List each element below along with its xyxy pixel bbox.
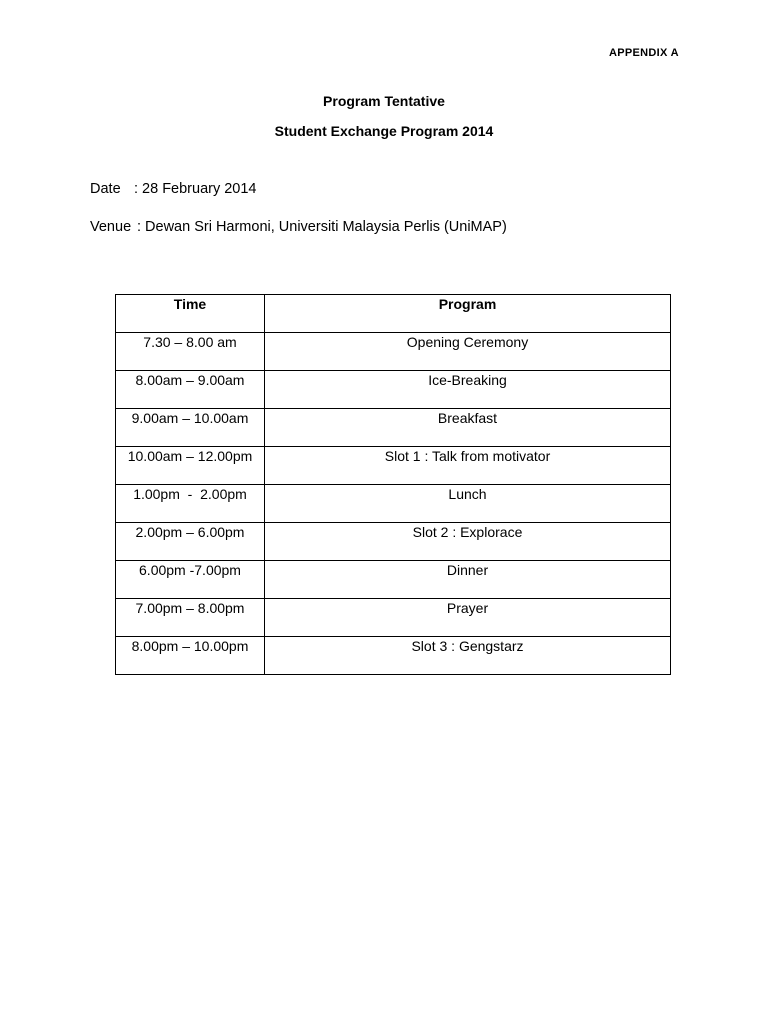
time-cell: 6.00pm -7.00pm: [116, 561, 265, 599]
program-cell: Slot 1 : Talk from motivator: [265, 447, 671, 485]
venue-line: [90, 219, 507, 235]
venue-value: Dewan Sri Harmoni, Universiti Malaysia Perlis (UniMAP): [145, 219, 507, 235]
time-cell: 8.00am – 9.00am: [116, 371, 265, 409]
program-cell: Prayer: [265, 599, 671, 637]
schedule-table: [115, 294, 671, 675]
table-row: [116, 447, 671, 485]
time-column-header: Time: [116, 295, 265, 333]
time-cell: 1.00pm - 2.00pm: [116, 485, 265, 523]
date-line: [90, 181, 257, 197]
table-row: [116, 333, 671, 371]
table-row: [116, 485, 671, 523]
table-row: [116, 371, 671, 409]
table-row: [116, 599, 671, 637]
venue-separator: :: [137, 219, 142, 235]
table-row: [116, 523, 671, 561]
time-cell: 10.00am – 12.00pm: [116, 447, 265, 485]
time-cell: 2.00pm – 6.00pm: [116, 523, 265, 561]
date-separator: :: [134, 181, 139, 197]
venue-label: Venue: [90, 219, 132, 235]
program-cell: Slot 2 : Explorace: [265, 523, 671, 561]
table-row: [116, 409, 671, 447]
document-subtitle: Student Exchange Program 2014: [274, 123, 494, 139]
time-cell: 8.00pm – 10.00pm: [116, 637, 265, 675]
time-cell: 7.30 – 8.00 am: [116, 333, 265, 371]
program-cell: Opening Ceremony: [265, 333, 671, 371]
program-cell: Breakfast: [265, 409, 671, 447]
table-row: [116, 561, 671, 599]
program-column-header: Program: [265, 295, 671, 333]
date-value: 28 February 2014: [142, 181, 257, 197]
time-cell: 7.00pm – 8.00pm: [116, 599, 265, 637]
program-cell: Ice-Breaking: [265, 371, 671, 409]
program-cell: Dinner: [265, 561, 671, 599]
table-row: [116, 637, 671, 675]
time-cell: 9.00am – 10.00am: [116, 409, 265, 447]
date-label: Date: [90, 181, 121, 197]
program-cell: Lunch: [265, 485, 671, 523]
appendix-label: APPENDIX A: [609, 47, 679, 59]
document-title: Program Tentative: [323, 93, 445, 109]
program-cell: Slot 3 : Gengstarz: [265, 637, 671, 675]
table-header-row: [116, 295, 671, 333]
